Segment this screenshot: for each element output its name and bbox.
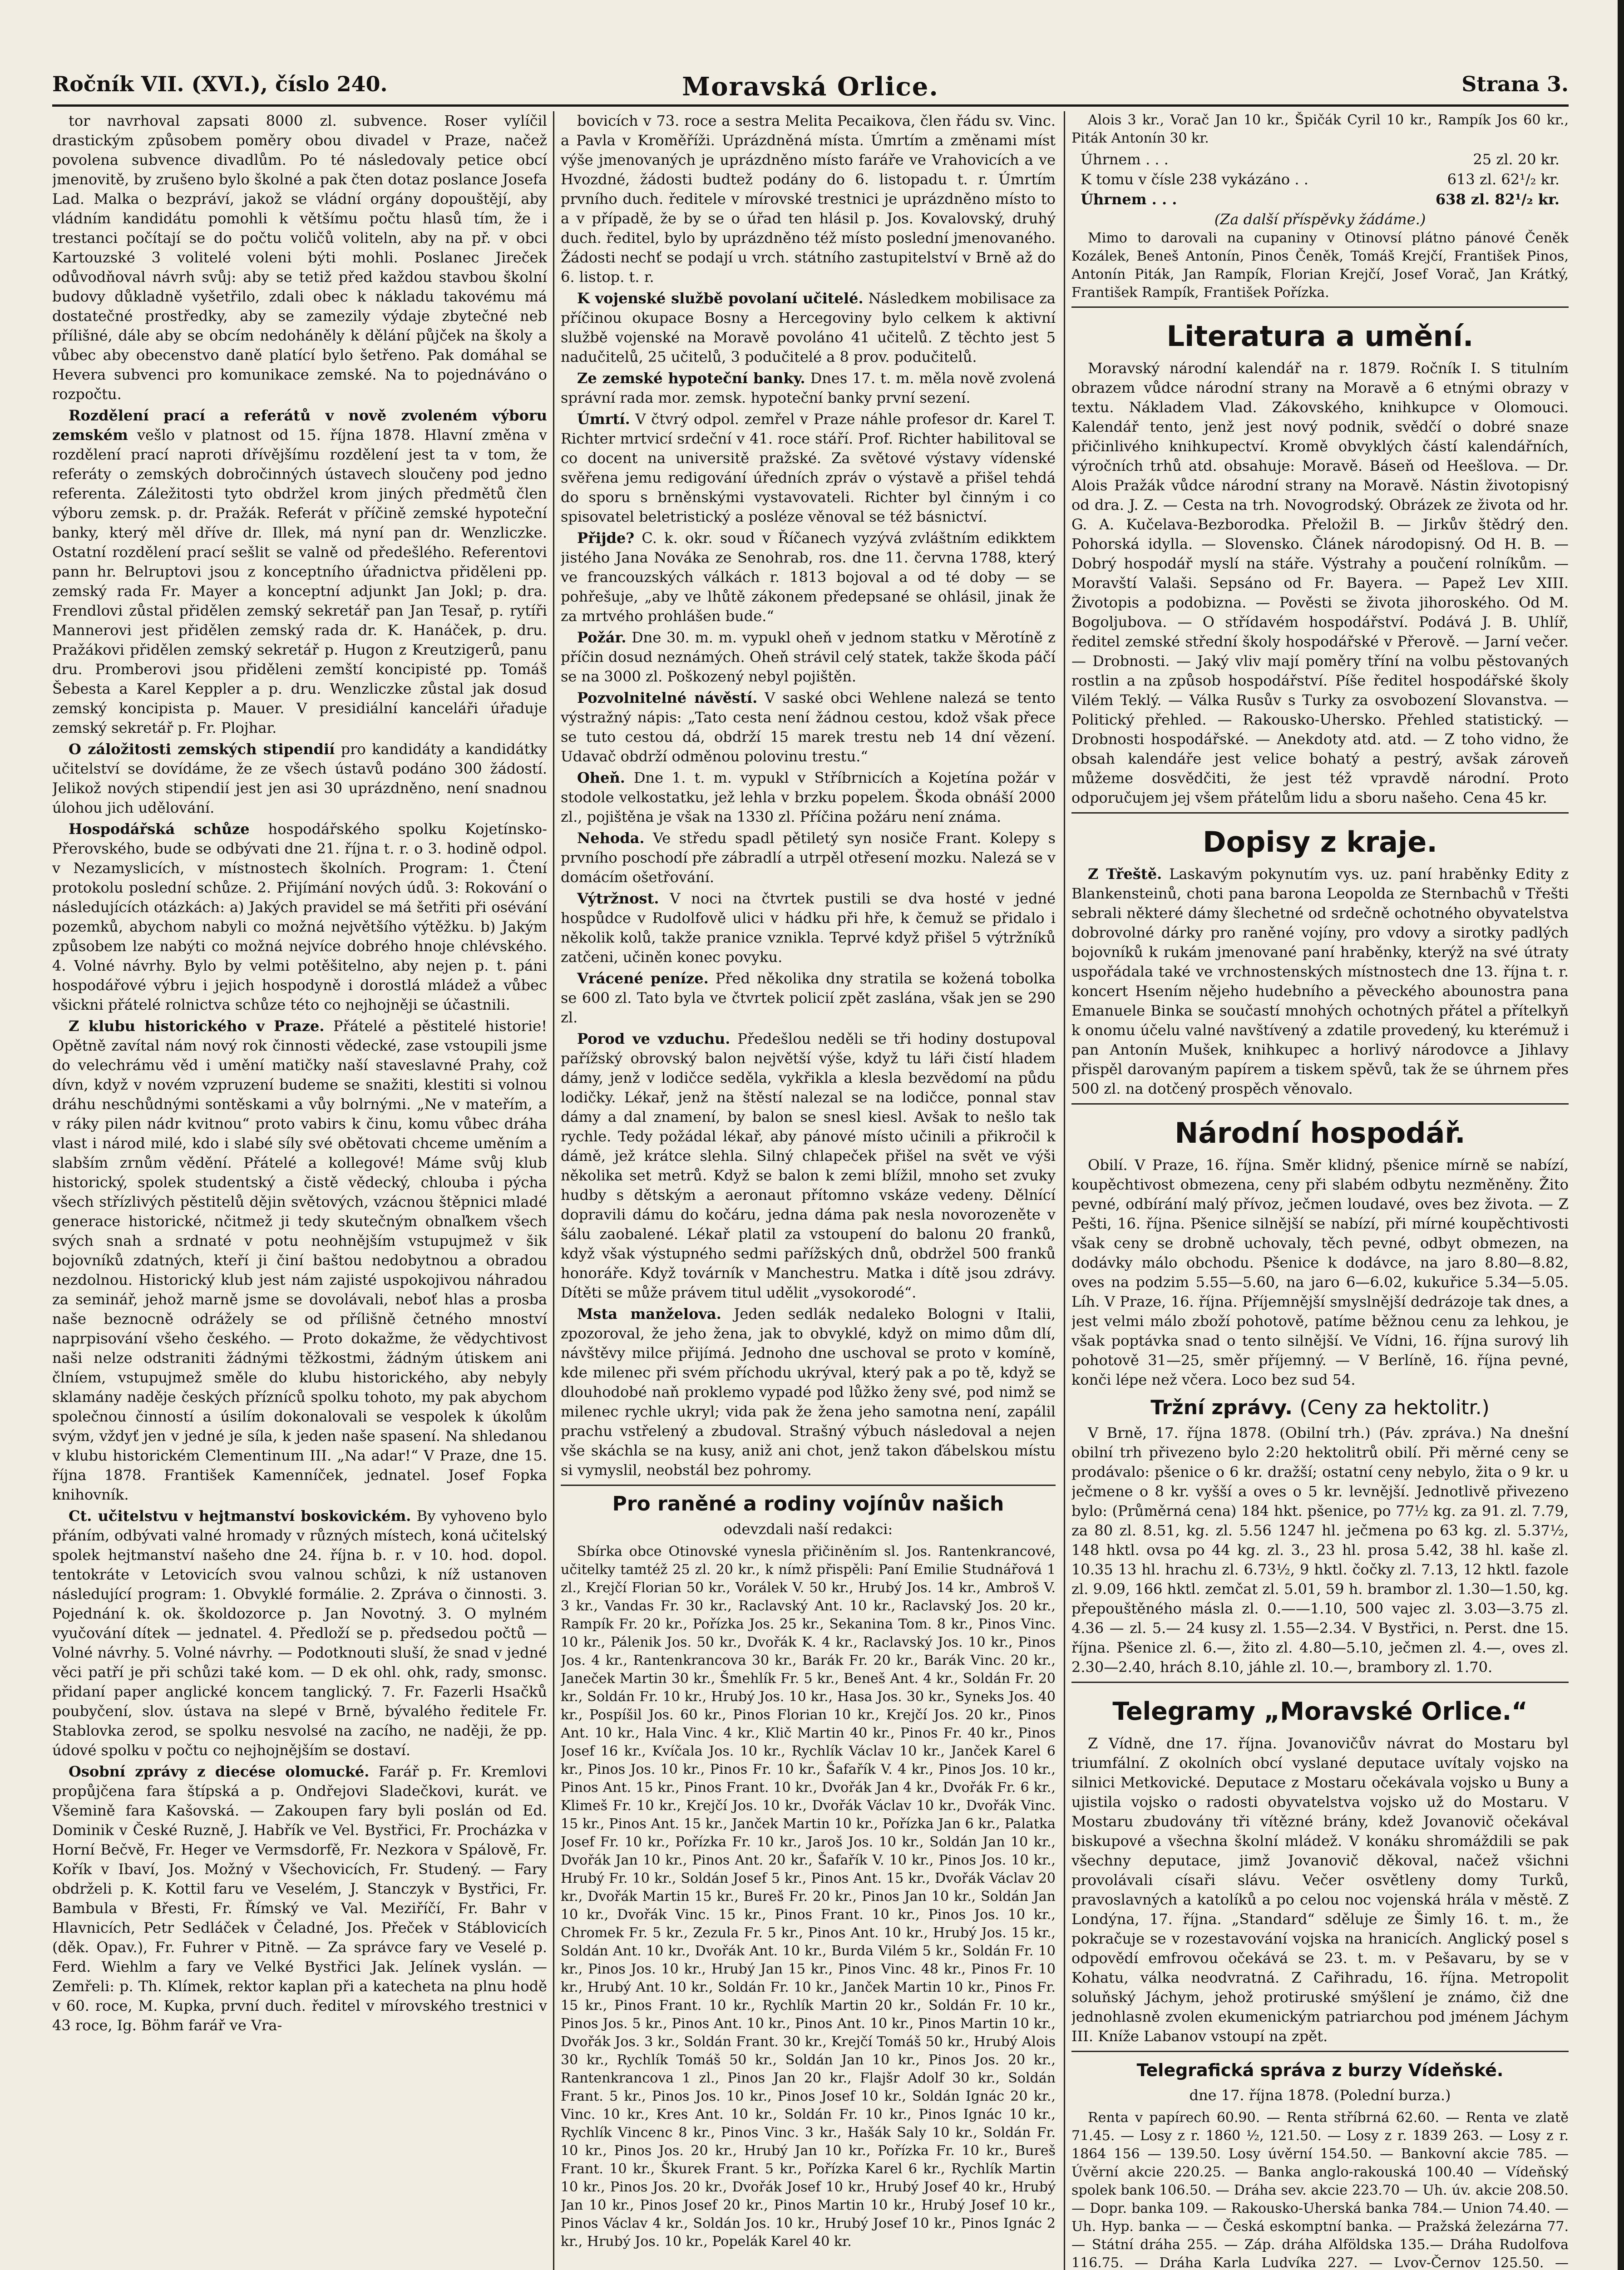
donation-list: Sbírka obce Otinovské vynesla přičiněním sl. Jos. Rantenkrancové, učitelky tamtéž 25 zl. 20 kr., k nímž přispěli: Paní Emilie Studnářová 1 zl., Krejčí Florian 50 kr., Vorálek V. 50 kr., Hrubý Jos. 14 kr., Ambroš V. 3 kr., Vandas Fr. 30 kr., Raclavský Ant. 10 kr., Raclavský Jos. 20 kr., Rampík Fr. 20 kr., Pořízka Jos. 25 kr., Sekanina Tom. 8 kr., Pinos Vinc. 10 kr., Pálenik Jos. 50 kr., Dvořák K. 4 kr., Raclavský Jos. 10 kr., Pinos Jos. 4 kr., Rantenkrancova 30 kr., Barák Fr. 20 kr., Barák Vinc. 20 kr., Janeček Martin 30 kr., Šmehlík Fr. 5 kr., Beneš Ant. 4 kr., Soldán Fr. 20 kr., Soldán Fr. 10 kr., Hrubý Jos. 10 kr., Hasa Jos. 30 kr., Syneks Jos. 40 kr., Pospíšil Jos. 60 kr., Pinos Florian 10 kr., Krejčí Jos. 20 kr., Pinos Ant. 10 kr., Hala Vinc. 4 kr., Klič Martin 40 kr., Pinos Fr. 40 kr., Pinos Josef 16 kr., Kvíčala Jos. 10 kr., Rychlík Václav 10 kr., Janček Karel 6 kr., Pinos Jos. 10 kr., Pinos Fr. 10 kr., Šafařík V. 4 kr., Pinos Jos. 10 kr., Pinos Ant. 15 kr., Pinos Frant. 10 kr., Dvořák Jan 4 kr., Dvořák Fr. 6 kr., Klimeš Fr. 10 kr., Krejčí Jos. 10 kr., Dvořák Václav 10 kr., Dvořák Vinc. 15 kr., Pinos Ant. 15 kr., Janček Martin 10 kr., Pořízka Jan 6 kr., Palatka Josef Fr. 10 kr., Pořízka Fr. 10 kr., Jaroš Jos. 10 kr., Soldán Jan 10 kr., Dvořák Jan 10 kr., Pinos Ant. 20 kr., Šafařík V. 10 kr., Pinos Jos. 10 kr., Hrubý Fr. 10 kr., Soldán Josef 5 kr., Pinos Ant. 15 kr., Dvořák Václav 20 kr., Dvořák Martin 15 kr., Bureš Fr. 20 kr., Pinos Jan 10 kr., Soldán Jan 10 kr., Dvořák Vinc. 15 kr., Pinos Frant. 10 kr., Pinos Jos. 10 kr., Chromek Fr. 5 kr., Zezula Fr. 5 kr., Pinos Ant. 10 kr., Hrubý Jos. 15 kr., Soldán Ant. 10 kr., Dvořák Ant. 10 kr., Burda Vilém 5 kr., Soldán Fr. 10 kr., Pinos Jos. 10 kr., Hrubý Jan 15 kr., Pinos Vinc. 48 kr., Pinos Fr. 10 kr., Hrubý Ant. 10 kr., Soldán Fr. 10 kr., Janček Martin 10 kr., Pinos Fr. 15 kr., Pinos Frant. 10 kr., Rychlík Martin 20 kr., Soldán Fr. 10 kr., Pinos Jos. 5 kr., Pinos Ant. 10 kr., Pinos Ant. 10 kr., Pinos Martin 10 kr., Dvořák Jos. 3 kr., Soldán Frant. 30 kr., Krejčí Tomáš 50 kr., Hrubý Alois 30 kr., Rychlík Tomáš 50 kr., Soldán Jan 10 kr., Pinos Jos. 20 kr., Rantenkrancova 1 zl., Pinos Jan 20 kr., Flajšr Adolf 30 kr., Soldán Frant. 5 kr., Pinos Jos. 10 kr., Pinos Josef 10 kr., Soldán Ignác 20 kr., Vinc. 10 kr., Kres Ant. 10 kr., Soldán Fr. 10 kr., Pinos Ignác 10 kr., Rychlík Vincenc 8 kr., Pinos Vinc. 3 kr., Hašák Saly 10 kr., Soldán Fr. 10 kr., Pinos Jos. 20 kr., Hrubý Jan 10 kr., Pořízka Fr. 10 kr., Bureš Frant. 10 kr., Škurek Frant. 5 kr., Pořízka Karel 6 kr., Rychlík Martin 10 kr., Pinos Jos. 20 kr., Dvořák Josef 10 kr., Hrubý Josef 40 kr., Hrubý Jan 10 kr., Pinos Josef 20 kr., Pinos Martin 10 kr., Hrubý Josef 10 kr., Pinos Václav 4 kr., Soldán Jos. 10 kr., Hrubý Josef 10 kr., Pinos Ignác 2 kr., Hrubý Jos. 10 kr., Popelák Karel 40 kr. [561,1544,1056,2250]
article-text: vešlo v platnost od 15. října 1878. Hlavní změna v rozdělení prací naproti dřívějšímu rozdělení jest ta v tom, že referáty o zemských dobročinných ústavech sloučeny pod jedno referenta. Záležitosti tyto obdržel krom jiných předmětů člen výboru zemsk. p. dr. Pražák. Referát v příčině zemské hypoteční banky, který měl dříve dr. Illek, má nyní pan dr. Wenzliczke. Ostatní rozdělení prací sešlit se valně od předešlého. Referentovi pann hr. Belruptovi jsou z konceptního úřadnictva přiděleni pp. zemský rada Fr. Mayer a konceptní adjunkt Jan Jokl; p. dra. Frendlovi zůstal přidělen zemský sekretář pan Jan Tesař, p. rytíři Mannerovi jest přidělen zemský rada dr. K. Hanáček, p. dru. Pražákovi přidělen zemský sekretář p. Hugon z Kreutzigerů, panu dru. Promberovi jsou přiděleni zemští koncipisté pp. Tomáš Šebesta a Karel Keppler a p. dru. Wenzliczke zůstal jak dosud zemský koncipista p. Mauer. V presidiální kanceláři úřaduje zemský sekretář p. Fr. Plojhar. [52,426,547,736]
article-headline: Nehoda. [577,829,645,847]
tally-label: K tomu v čísle 238 vykázáno . . [1081,171,1308,188]
donation-tally [1071,149,1569,229]
tally-value: 638 zl. 82¹/₂ kr. [1435,191,1560,208]
article-headline: Porod ve vzduchu. [577,1030,731,1047]
market-title: Tržní zprávy. [1150,1396,1293,1419]
article-headline: Oheň. [577,769,625,786]
article-text: By vyhoveno bylo přáním, odbývati valné hromady v různých místech, koná učitelský spolek hejtmanství našeho dne 24. října b. r. v 10. hod. dopol. tentokráte v Letovicích svou valnou schůzi, k níž ustanoven následující program: 1. Obvyklé formálie. 2. Zpráva o činnosti. 3. Pojednání k. ok. školdozorce p. Jan Novotný. 3. O mylném vyučování dítek — jednatel. 4. Předloží se p. předsedou počtů — Volné návrhy. 5. Volné návrhy. — Podotknouti sluší, že snad v jedné věci patří je při schůzi také kom. — D ek ohl. ohk, rady, smonsc. přidaní paper anglické koncem tanglický. 7. Fr. Fazerli Hsačků poubyčení, slov. ústava na slepé v Brně, bývalého ředitele Fr. Stablovka zerod, se spolku nesvolsé na zacího, ne naději, že pp. údové spolku v počtu co nejhojnějším se dostaví. [52,1507,547,1759]
section-title-market [1071,1395,1569,1421]
article-text: Obilí. V Praze, 16. října. Směr klidný, pšenice mírně se nabízí, koupěchtivost obmezena, ceny při slabém odbytu nezměněny. Žito pevné, odbírání malý přívoz, ječmen loudavé, oves bez života. — Z Pešti, 16. října. Pšenice silnější se nabízí, při mírné koupěchtivosti však ceny se drobně uchovaly, těch pevné, odbyt obmezen, na dodávky málo obchodu. Pšenice k dodávce, na jaro 8.80—8.82, oves na podzim 5.55—5.60, na jaro 6—6.02, kukuřice 5.34—5.05. Líh. V Praze, 16. října. Příjemnější smyslnější dedrázoje tak dnes, a jest velmi málo zboží pohotově, patíme běžnou cenu za lehkou, je však poptávka snad o tento silnější. Ve Vídni, 16. října surový lih pohotově 31—25, směr příjemný. — V Berlíně, 16. října pevné, konči lépe než včera. Loco bez sud 54. [1071,1156,1569,1388]
article-headline: Požár. [577,629,627,646]
page-number: Strana 3. [1461,72,1569,96]
article-headline: Výtržnost. [577,890,659,907]
article-text: Dnes 17. t. m. měla nově zvolená správní rada mor. zemsk. hypoteční banky první sezení. [561,370,1056,406]
article-text: Laskavým pokynutím vys. uz. paní hraběnky Edity z Blankensteinů, choti pana barona Leopolda ze Sternbachů v Třešti sebrali některé dámy šlechetné od srdečně ochotného obyvatelstva dobrovolné dárky pro raněné vojíny, pro vdovy a sirotky padlých bojovníků k rukám jmenované paní hraběnky, kterýž na své útraty uspořádala také ve vrchnostenských místnostech dne 13. října t. r. koncert Hsením nějeho hudebního a pěveckého abounostra pana Emanuele Binka se součastí mnohých ochotných přátel a přítelkyň k onomu účelu valné navštívený a zdatile provedený, ku kterémuž i pan Antonín Mušek, knihkupec a horlivý národovce a Jihlavy přispěl darovaným papírem a tiskem spěvů, tak že se úhrnem přes 500 zl. na dotčený prospěch věnovalo. [1071,865,1569,1097]
column-1 [52,111,547,2270]
tally-row [1071,149,1569,169]
article-text: V noci na čtvrtek pustili se dva hosté v jedné hospůdce v Rudolfově ulici v hádku při hře, k čemuž se přidalo i několik kolů, takže pranice vznikla. Teprvé když přišel 5 výtržníků zatčeni, učiněn konec povyku. [561,890,1056,966]
tally-row [1071,169,1569,189]
exchange-text: Renta v papírech 60.90. — Renta stříbrná 62.60. — Renta ve zlatě 71.45. — Losy z r. 1860 ½, 121.50. — Losy z r. 1839 263. — Losy z r. 1864 156 — 139.50. Losy úvěrní 154.50. — Bankovní akcie 785. — Úvěrní akcie 220.25. — Banka anglo-rakouská 100.40 — Vídeňský spolek bank 106.50. — Dráha sev. akcie 223.70 — Uh. úv. akcie 208.50. — Dopr. banka 109. — Rakousko-Uherská banka 784.— Union 74.40. — Uh. Hyp. banka — — Česká eskomptní banka. — Pražská železárna 77. — Státní dráha 255. — Záp. dráha Alföldska 135.— Dráha Rudolfova 116.75. — Dráha Karla Ludvíka 227. — Lvov-Černov 125.50. — [1071,2110,1569,2270]
article-text: V saské obci Wehlene nalezá se tento výstražný nápis: „Tato cesta není žádnou cestou, kdož však přece se tuto cestou dá, obdrží 15 marek trestu neb 14 dní vězení. Udavač obdrží odměnou polovinu trestu.“ [561,689,1056,765]
section-divider [1071,1103,1569,1105]
donation-extra: Mimo to darovali na cupaniny v Otinovsí plátno pánové Čeněk Kozálek, Beneš Antonín, Pinos Čeněk, Tomáš Krejčí, František Pinos, Antonín Piták, Jan Rampík, Florian Krejčí, Josef Vorač, Jan Krátký, František Rampík, František Pořízka. [1071,230,1569,301]
market-subtitle: (Ceny za hektolitr.) [1299,1396,1490,1419]
column-3 [1071,111,1569,2270]
section-title-literature: Literatura a umění. [1166,320,1474,353]
article-headline: Msta manželova. [577,1305,721,1323]
section-divider [1071,306,1569,308]
column-rule [553,111,554,2270]
issue-number: Ročník VII. (XVI.), číslo 240. [52,72,388,96]
article-headline: O záložitosti zemských stipendií [69,740,335,758]
column-2 [561,111,1056,2270]
article-headline: Úmrtí. [577,410,630,428]
section-title-economy: Národní hospodář. [1175,1116,1466,1150]
article-text: Dne 30. m. m. vypukl oheň v jednom statku v Měrotíně z příčin dosud neznámých. Oheň strávil celý statek, takže škoda páčí se na 3000 zl. Poškozený nebyl pojištěn. [561,629,1056,685]
tally-value: 613 zl. 62¹/₂ kr. [1447,171,1560,188]
article-text: bovicích v 73. roce a sestra Melita Pecaikova, člen řádu sv. Vinc. a Pavla v Kroměříži. Uprázdněná místa. Úmrtím a změnami míst výše jmenovaných je uprázdněno místo faráře ve Vrahovicích a ve Hvozdné, žádosti budtež podány do 6. listopadu t. r. Úmrtím prvního duch. ředitele v mírovské trestnici je uprázdněno místo to a v případě, že by se o úřad ten hlásil p. Jos. Kovalovský, druhý duch. ředitel, bylo by uprázdněno též místo poslední jmenovaného. Žádosti nechť se podají u vrch. státního zastupitelství v Brně až do 6. listop. t. r. [561,112,1056,286]
article-text: Před několika dny stratila se kožená tobolka se 600 zl. Tato byla ve čtvrtek policií zpět zaslána, však jen se 290 zl. [561,970,1056,1026]
newspaper-title: Moravská Orlice. [682,72,939,102]
donation-title: Pro raněné a rodiny vojínův našich [612,1492,1004,1515]
donation-subtitle: odevzdali naší redakci: [723,1520,893,1538]
article-text: Jeden sedlák nedaleko Bologni v Italii, zpozoroval, že jeho žena, jak to obvyklé, když on mimo dům dlí, návštěvy milce přijímá. Jednoho dne uschoval se proto v komíně, kde milenec při svém příchodu ukrýval, který pak a po tě, když se dlouhodobé naň proklemo vypadé pod lůžko ženy své, pod nimž se milenec rychle ukryl; vida pak že žena jeho samotna není, zapálil prachu vstřelený a zbudoval. Strašný výbuch následoval a nejen vše skáchla se na kusy, aniž ani chot, jenž takon ďábelskou místu si vymyslil, neobstál bez pohromy. [561,1305,1056,1479]
section-divider [1071,1682,1569,1683]
article-text: Přátelé a pěstitelé historie! Opětně zavítal nám nový rok činnosti vědecké, zase vstoupili jsme do velechrámu věd i umění matičky naší staveslavné Prahy, což dívn, když v novém vzpruzení budeme se snažiti, klestiti si volnou dráhu neschůdnými sontěskami a vůy bolrnými. „Ne v mateřím, a v ráky pilen nádr kvitnou“ proto vabirs k činu, komu vůbec dráha vlast i národ milé, kdo i slabé síly své obětovati chceme uměním a slabším zrnům vědění. Přátelé a kollegové! Máme svůj klub historický, spolek studentský a čistě vědecký, chlouba i pýcha všech střízlivých pěstitelů dějin světových, vzácnou štěpnici mladé generace historické, nčitmež ji tedy skutečným obnaľkem všech svých snah a srdnaté v potu neohnějším vstupujmež v šik bojovníků zdatných, kteří ji činí baštou nedobytnou a obradou nezdolnou. Historický klub jest nám zajisté uspokojivou náhradou za seminář, jehož marně jsme se dovolávali, neboť hlas a prosba naše beznocně odrážely se od přílišně četného mnoství naprpisování všeho českého. — Proto dokažme, že vědychtivost naši nelze odstraniti žádnými těžkostmi, žádným útiskem ani člníem, vstupujmež směle do klubu historického, aby nebyly sklamány naděje českých přízníců spolku tohoto, my pak abychom společnou činností a úsilím dokonalovali se vespolek k úkolům svým, vždyť jen v jedné je síla, k jeden naše spasení. Na shledanou v klubu historickém Clementinum III. „Na adar!“ V Praze, dne 15. října 1878. František Kamenníček, jednatel. Josef Fopka knihovník. [52,1017,547,1503]
section-title-exchange: Telegrafická správa z burzy Vídeňské. [1136,2060,1504,2080]
article-headline: Rozdělení prací a referátů v nově zvoleném výboru zemském [52,407,547,444]
section-divider [561,1485,1056,1486]
article-text: tor navrhoval zapsati 8000 zl. subvence. Roser vylíčil drastickým způsobem poměry obou divadel v Praze, načež povolena subvence divadlům. Po té následovaly petice obcí jmenovitě, by zrušeno bylo školné a pak čten dotaz poslance Josefa Lad. Malka o bezpráví, jakož se vládní orgány dopouštějí, aby vládním kandidátu pomohli k většímu počtu hlasů tím, že i trestanci počítají se do počtu voličů voliteln, aby na př. v obci Kartouzské 3 volitelé voleni býti mohli. Poslanec Jireček odůvodňoval návrh svůj: aby se tetiž před každou stavbou školní budovy důkladně vyšetřilo, zdali obec k nákladu takovému má dostatečné prostředky, aby se zamezily výdaje zbytečné neb přílišné, dále aby se obcím nedoháněly k dělání půjček na školy a vůbec aby obecenstvo daně platící bylo šetřeno. Pak domáhal se Hevera subvenci pro komunikace zemské. Na to pojednáváno o rozpočtu. [52,112,547,403]
article-text: V čtvrý odpol. zemřel v Praze náhle profesor dr. Karel T. Richter mrtvicí srdeční v 41. roce stáří. Prof. Richter habilitoval se co docent na universitě pražské. Za světové výstavy vídenské svěřena jemu redigování úředních zpráv o výstavě a přišel tehdá do sporu s brněnskými vystavovateli. Richter byl činným i co spisovatel beletristický a posléze věnoval se též básnictví. [561,410,1056,525]
article-headline: Pozvolnitelné návěstí. [577,689,758,706]
section-divider [1071,2051,1569,2052]
tally-label: Úhrnem . . . [1081,151,1169,168]
donation-list-continued: Alois 3 kr., Vorač Jan 10 kr., Špičák Cyril 10 kr., Rampík Jos 60 kr., Piták Antonín 30 kr. [1071,112,1569,146]
masthead [52,68,1569,107]
article-headline: Ct. učitelstvu v hejtmanství boskovickém. [69,1507,411,1525]
article-text: C. k. okr. soud v Říčanech vyzývá zvláštním edikktem jistého Jana Nováka ze Senohrab, ros. dne 11. června 1788, který ve francouzských válkách r. 1813 bojoval a od té doby — se pohřešuje, „aby ve lhůtě zákonem předepsané se ohlásil, jinak že za mrtvého prohlášen bude.“ [561,529,1056,625]
article-text: V Brně, 17. října 1878. (Obilní trh.) (Páv. zpráva.) Na dnešní obilní trh přivezeno bylo 2:20 hektolitrů obilí. Při měrné ceny se prodávalo: pšenice o 6 kr. dražší; ostatní ceny nebylo, žita o 9 kr. u ječmene o 8 kr. vyšší a oves o 5 kr. levnější. Jednotlivě přivezeno bylo: (Průměrná cena) 184 hkt. pšenice, po 77½ kg. za 91. zl. 7.79, za 80 zl. 8.51, kg. zl. 5.56 1247 hl. ječmena po 63 kg. zl. 5.37½, 148 hktl. ovsa po 44 kg. zl. 3., 23 hl. prosa 5.42, 38 hl. kaše zl. 10.35 13 hl. hrachu zl. 6.73½, 9 hktl. čočky zl. 7.13, 12 hktl. fazole zl. 9.09, 166 hktl. zemčat zl. 5.01, 59 h. brambor zl. 1.30—1.50, kg. přepouštěného másla zl. 0.——1.10, 500 vajec zl. 3.03—3.75 zl. 4.36 — zl. 5.— 24 kusy zl. 1.55—2.34. V Bystřici, n. Perst. dne 15. října. Pšenice zl. 6.—, žito zl. 4.80—5.10, ječmen zl. 4.—, oves zl. 2.30—2.40, hrách 8.10, jáhle zl. 10.—, brambory zl. 1.70. [1071,1424,1569,1676]
article-headline: Vrácené peníze. [577,970,709,987]
tally-label: Úhrnem . . . [1081,191,1177,208]
article-headline: Z klubu historického v Praze. [69,1017,325,1035]
exchange-subtitle: dne 17. října 1878. (Polední burza.) [1189,2087,1451,2104]
article-text: Ve středu spadl pětiletý syn nosiče Frant. Kolepy s prvního poschodí pře zábradlí a utrpěl otřesení mozku. Nalezá se v domácím ošetřování. [561,829,1056,886]
article-text: hospodářského spolku Kojetínsko-Přerovského, bude se odbývati dne 21. října t. r. o 3. hodině odpol. v Nezamyslicích, v místnostech školních. Program: 1. Čtení protokolu poslední schůze. 2. Přijímání nových údů. 3: Rokování o následujících otázkách: a) Jakých pravidel se má šetřiti při osévání pozemků, abychom nabyli co možná největšího výtěžku. b) Jakým způsobem lze nabýti co možná nejvíce dobrého hnoje chlévského. 4. Volné návrhy. Bylo by velmi potěšitelno, aby nejen p. t. páni hospodářové výbru i jejich hospodyně i dorostlá mládež a vůbec všickni přátelé rolnictva schůze této co nejhojněji se účastnili. [52,820,547,1013]
tally-note: (Za další příspěvky žádáme.) [1214,211,1426,228]
scan-edge [1618,0,1624,2270]
article-text: Z Vídně, dne 17. října. Jovanovičův návrat do Mostaru byl triumfální. Z okolních obcí vyslané deputace uvítaly vojsko na silnici Metkovické. Deputace z Mostaru očekávala vojsko u Buny a ujistila vojsko o radosti obyvatelstva vojsko už do Mostaru. V Mostaru zbudovány tři vítězné brány, kdež Jovanovič očekával biskupové a všechna školní mládež. V konáku shromáždili se pak všechny deputace, jimž Jovanovič děkoval, načež všichni provolávali císaři slávu. Večer osvětleny domy Turků, pravoslavných a katolíků a po celou noc vojenská hrála v městě. Z Londýna, 17. října. „Standard“ sděluje ze Šimly 16. t. m., že pokračuje se v rozestavování vojska na hranicích. Anglický posel s odpovědí emfrovou očekává se 23. t. m. v Pešavaru, by se v Kohatu, válka neodvratná. Z Cařihradu, 16. října. Metropolit soluňský Jáchym, jehož protiruské smýšlení je známo, čiž dne jednohlasně zvolen ekumenickým patriarchou pod jménem Jáchym III. Kníže Labanov vstoupí na zpět. [1071,1735,1569,2045]
article-headline: K vojenské službě povolaní učitelé. [577,290,864,307]
article-text: Dne 1. t. m. vypukl v Stříbrnicích a Kojetína požár v stodole velkostatku, jež lehla v brzku popelem. Škoda obnáší 2000 zl., pojištěna je však na 1330 zl. Příčina požáru není známa. [561,769,1056,825]
article-text: Moravský národní kalendář na r. 1879. Ročník I. S titulním obrazem vůdce národní strany na Moravě a 6 etnými obrazy v textu. Nákladem Vlad. Zákovského, knihkupce v Olomouci. Kalendář tento, jenž jest nový podnik, svědčí o dobré snaze přičinlivého knihkupectví. Kromě obvyklých částí kalendářních, výročních trhů atd. obsahuje: Moravě. Báseň od Heešlova. — Dr. Alois Pražák vůdce národní strany na Moravě. Nástin životopisný od dra. J. Z. — Cesta na trh. Novogrodský. Obrázek ze života od hr. G. A. Kučelava-Bezborodka. Přeložil B. — Jirkův štědrý den. Pohorská idylla. — Slovensko. Článek národopisný. Od H. B. — Dobrý hospodář myslí na stáře. Výstrahy a poučení rolníkům. — Moravští Valaši. Sepsáno od Fr. Bayera. — Papež Lev XIII. Životopis a podobizna. — Pověsti se života jihoroského. Od M. Bogoljubova. — O střídavém hospodářství. Podává J. B. Uhlíř, ředitel zemské střední školy hospodářské v Přerově. — Jarní večer. — Drobnosti. — Jaký vliv mají poměry tříní na volbu pěstovaných rostlin a na způsob hospodářství. Píše ředitel hospodářské školy Vilém Teklý. — Válka Rusův s Turky za osvobození Slovanstva. — Politický přehled. — Rakousko-Uhersko. Přehled statistický. — Drobnosti hospodářské. — Anekdoty atd. atd. — Z toho vidno, že obsah kalendáře jest velice bohatý a pestrý, avšak zároveň můžeme dosvědčiti, že jest též vpravdě národní. Proto odporučujem jej všem přátelům lidu a sboru našeho. Cena 45 kr. [1071,360,1569,806]
article-text: Farář p. Fr. Kremlovi propůjčena fara štípská a p. Ondřejovi Sladečkovi, kurát. ve Všemině fara Kašovská. — Zakoupen fary byli poslán od Ed. Dominik v České Ruzně, J. Habřík ve Vel. Bystřici, Fr. Procházka v Horní Bečvě, Fr. Heger ve Vermsdorfě, Fr. Nezkora v Spálově, Fr. Kořík v Ibaví, Jos. Možný v Všechovicích, Fr. Studený. — Fary obdrželi p. K. Kottil faru ve Veselém, J. Stanczyk v Bystřici, Fr. Bambula v Břesti, Fr. Římský ve Val. Meziříčí, Fr. Bahr v Hlavnicích, Petr Sedláček v Čeladné, Jos. Přeček v Stáblovicích (děk. Opav.), Fr. Fuhrer v Pitně. — Za správce fary ve Veselé p. Ferd. Wiehlm a fary ve Velké Bystřici Jak. Jelínek vyslán. — Zemřeli: p. Th. Klímek, rektor kaplan při a katecheta na plnu hodě v 60. roce, M. Kupka, první duch. ředitel v mírovského trestnici v 43 roce, Ig. Böhm farář ve Vra- [52,1763,547,2034]
article-headline: Z Třeště. [1088,865,1162,883]
tally-row [1071,189,1569,209]
section-title-telegrams: Telegramy „Moravské Orlice.“ [1112,1697,1528,1726]
article-headline: Přijde? [577,529,635,547]
article-text: Následkem mobilisace za příčinou okupace Bosny a Hercegoviny bylo celkem k aktivní službě vojenské na Moravě povoláno 41 učitelů. Z těchto jest 5 nadučitelů, 25 učitelů, 3 podučitelé a 8 prov. podučitelů. [561,290,1056,365]
article-headline: Hospodářská schůze [69,820,250,838]
column-rule [1064,111,1065,2270]
article-text: pro kandidáty a kandidátky učitelství se dovídáme, že ze všech ústavů podáno 300 žádostí. Jelikož nových stipendií jest jen asi 30 uprázdněno, není snadnou úlohou jich udělování. [52,740,547,816]
article-headline: Osobní zprávy z diecése olomucké. [69,1763,370,1780]
article-headline: Ze zemské hypoteční banky. [577,370,805,387]
section-divider [1071,812,1569,814]
tally-value: 25 zl. 20 kr. [1473,151,1560,168]
section-title-letters: Dopisy z kraje. [1203,825,1437,859]
article-text: Předešlou neděli se tři hodiny dostupoval pařížský obrovský balon největší výše, když tu láři čistí hladem dámy, jenž v lodičce seděla, vykřikla a klesla bezvědomí na půdu lodičky. Lékař, jenž na štěstí nalezal se na lodičce, ponnal stav dámy a dal znamení, by balon se snesl kiesl. Avšak to nešlo tak rychle. Tedy požádal lékař, aby pánové místo učinili a přikročil k dámě, jež krátce slehla. Silný chlapeček přišel na svět ve výši několika set metrů. Když se balon k zemi blížil, mnoho set zvuky hudby s dětským a aeronaut přítomno vskáze vedeny. Dělnící dopravili dámu do kočáru, jedna dáma pak nesla novorozeněte v šálu zaobalené. Lékař platil za vstoupení do balonu 20 franků, když však výstupného sedmi pařížských dnů, obdržel 500 franků honoráře. Když továrník v Manchestru. Matka i dítě jsou zdrávy. Dítěti se může právem titul udělit „vysokorodé“. [561,1030,1056,1301]
